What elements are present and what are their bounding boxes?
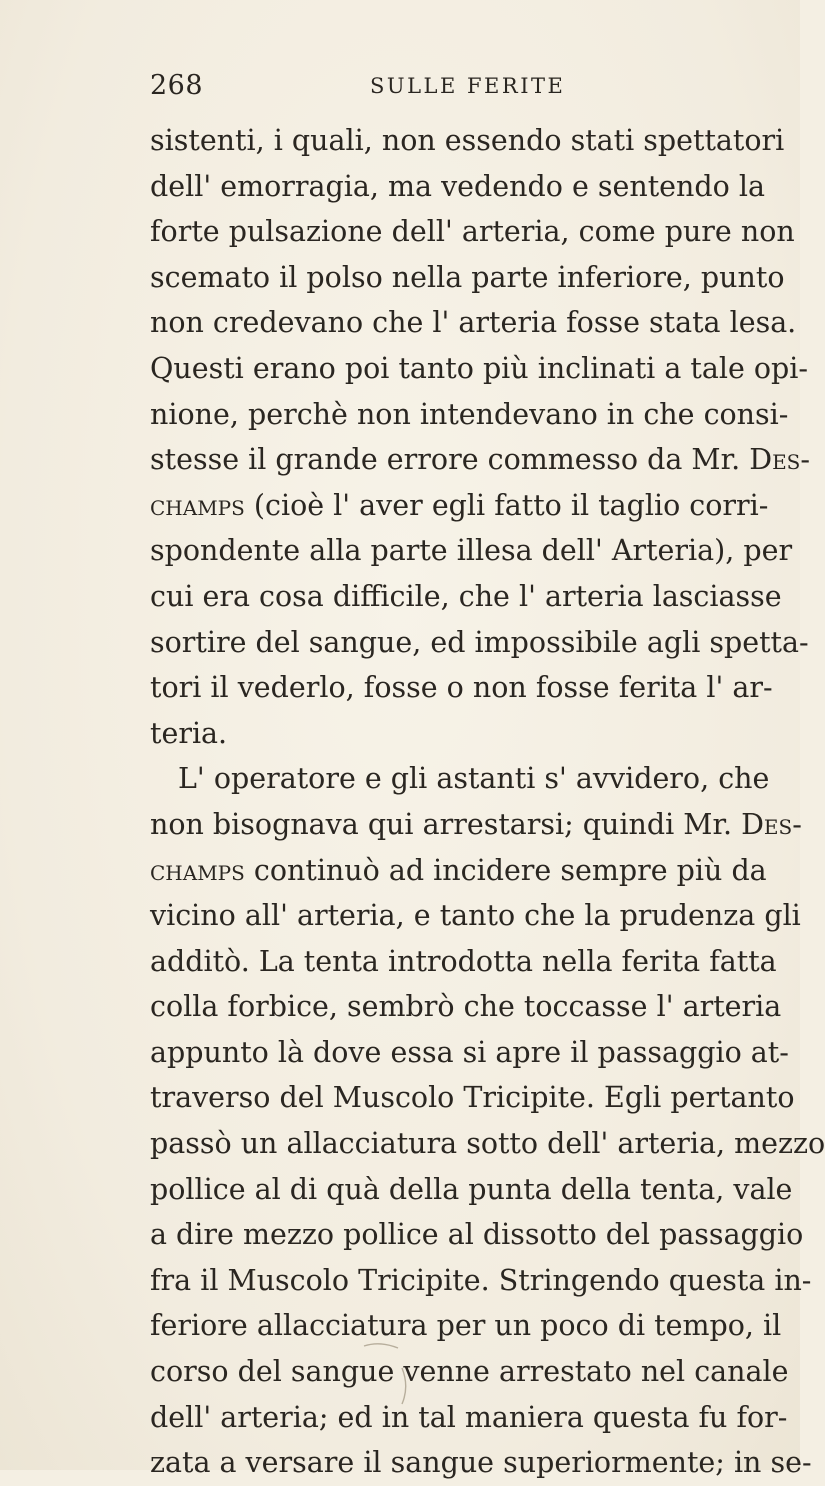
- text-line: vicino all' arteria, e tanto che la prudenza gli: [150, 899, 801, 933]
- text-line: colla forbice, sembrò che toccasse l' arteria: [150, 990, 782, 1024]
- text-line: cui era cosa difficile, che l' arteria lasciasse: [150, 579, 782, 613]
- text-line: dell' arteria; ed in tal maniera questa fu for-: [150, 1400, 788, 1434]
- text-line: spondente alla parte illesa dell' Arteria), per: [150, 534, 793, 568]
- text-line: non credevano che l' arteria fosse stata lesa.: [150, 306, 797, 340]
- running-head: SULLE FERITE: [370, 74, 566, 98]
- page-header: [150, 70, 710, 106]
- text-line: Questi erano poi tanto più inclinati a tale opi-: [150, 351, 809, 385]
- text-line: appunto là dove essa si apre il passaggio at-: [150, 1035, 789, 1069]
- text-line: a dire mezzo pollice al dissotto del passaggio: [150, 1218, 804, 1252]
- text-line: nione, perchè non intendevano in che consi-: [150, 397, 789, 431]
- text-line: forte pulsazione dell' arteria, come pure non: [150, 215, 795, 249]
- text-line: additò. La tenta introdotta nella ferita fatta: [150, 944, 777, 978]
- text-line: scemato il polso nella parte inferiore, punto: [150, 260, 785, 294]
- text-line: champs (cioè l' aver egli fatto il taglio corri-: [150, 488, 769, 522]
- text-line: tori il vederlo, fosse o non fosse ferita l' ar-: [150, 671, 773, 705]
- text-line: feriore allacciatura per un poco di tempo, il: [150, 1309, 782, 1343]
- text-line: corso del sangue venne arrestato nel canale: [150, 1355, 789, 1389]
- library-stamp-mark: [362, 1340, 422, 1410]
- text-line: stesse il grande errore commesso da Mr. Des-: [150, 443, 810, 477]
- text-line: zata a versare il sangue superiormente; in se-: [150, 1446, 812, 1480]
- text-line: pollice al di quà della punta della tenta, vale: [150, 1172, 793, 1206]
- surname-smallcaps: Des-: [749, 443, 810, 477]
- text-line: champs continuò ad incidere sempre più da: [150, 853, 767, 887]
- surname-smallcaps: champs: [150, 853, 245, 887]
- text-line: sortire del sangue, ed impossibile agli spetta-: [150, 625, 809, 659]
- text-line: fra il Muscolo Tricipite. Stringendo questa in-: [150, 1263, 812, 1297]
- text-line: passò un allacciatura sotto dell' arteria, mezzo: [150, 1127, 825, 1161]
- surname-smallcaps: champs: [150, 488, 245, 522]
- text-line: sistenti, i quali, non essendo stati spettatori: [150, 124, 785, 157]
- text-line: dell' emorragia, ma vedendo e sentendo la: [150, 169, 765, 203]
- surname-smallcaps: Des-: [741, 807, 802, 841]
- text-line: traverso del Muscolo Tricipite. Egli pertanto: [150, 1081, 795, 1115]
- text-line: teria.: [150, 716, 228, 750]
- body-text: [150, 118, 825, 1486]
- text-line: L' operatore e gli astanti s' avvidero, che: [178, 762, 770, 796]
- page-number: 268: [150, 70, 204, 101]
- text-line: non bisognava qui arrestarsi; quindi Mr. Des-: [150, 807, 802, 841]
